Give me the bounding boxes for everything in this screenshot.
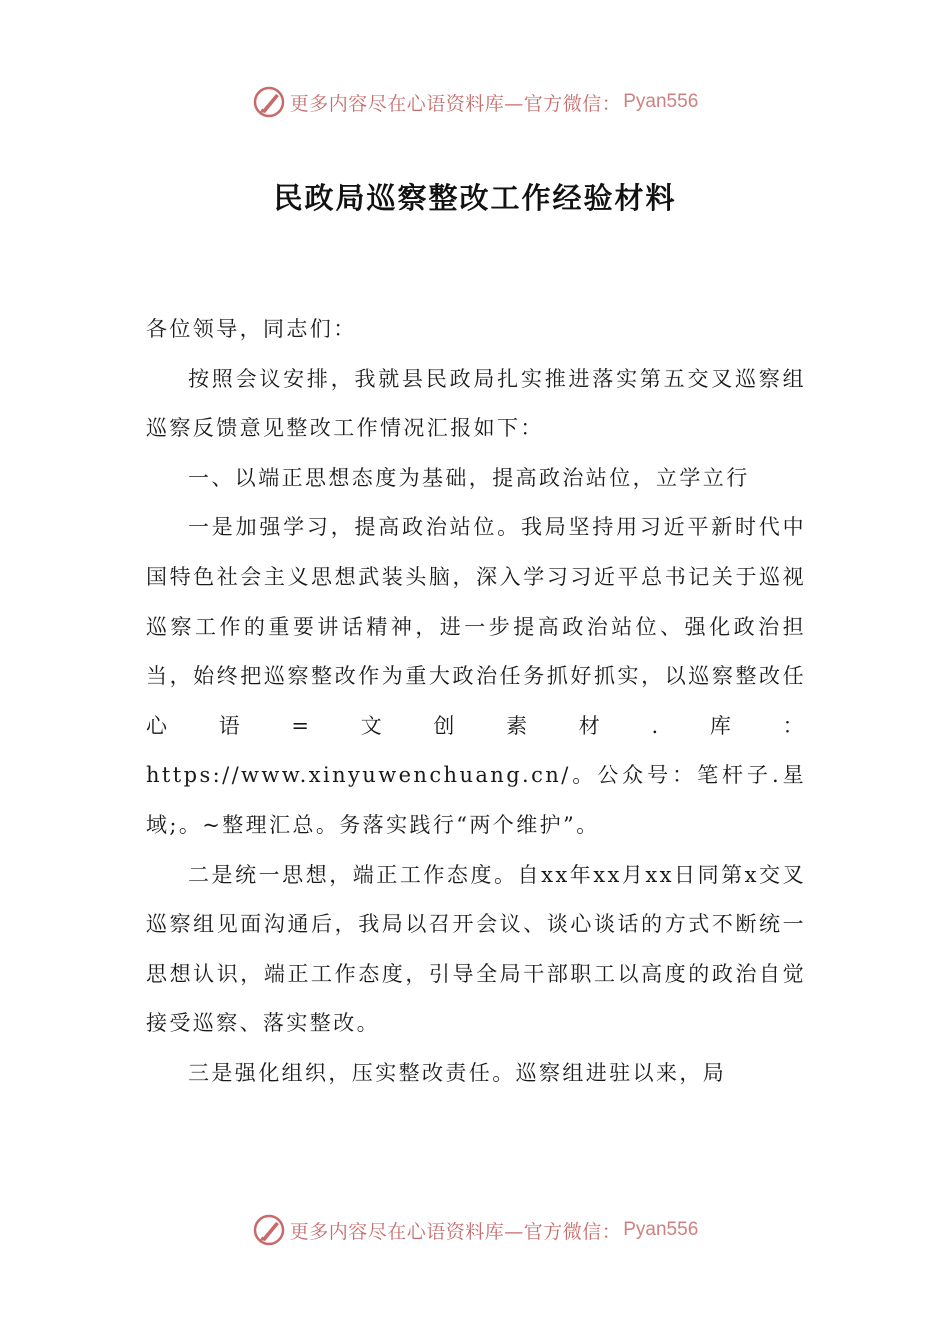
body-paragraph: 一是加强学习，提高政治站位。我局坚持用习近平新时代中国特色社会主义思想武装头脑，深入学习习近平总书记关于巡视巡察工作的重要讲话精神，进一步提高政治站位、强化政治担当，始终把巡察整改作为重大政治任务抓好抓实，以巡察整改任心语=文创素材.库：https://www.xinyuwenchuang.cn/。公众号：笔杆子.星域;。~整理汇总。务落实践行“两个维护”。 <box>146 515 806 837</box>
banner-text: 更多内容尽在心语资料库—官方微信： <box>289 1220 622 1243</box>
footer-banner <box>0 1210 950 1250</box>
banner-text: 更多内容尽在心语资料库—官方微信： <box>289 92 622 115</box>
header-banner <box>0 82 950 122</box>
banner-wechat-id: Pyan556 <box>623 91 699 112</box>
body-paragraph: 三是强化组织，压实整改责任。巡察组进驻以来，局 <box>188 1060 727 1085</box>
intro-paragraph: 按照会议安排，我就县民政局扎实推进落实第五交叉巡察组巡察反馈意见整改工作情况汇报如下： <box>146 366 806 441</box>
quill-pen-logo-icon <box>252 1213 286 1247</box>
section-heading: 一、以端正思想态度为基础，提高政治站位，立学立行 <box>188 465 750 490</box>
document-title: 民政局巡察整改工作经验材料 <box>273 181 677 215</box>
salutation-paragraph: 各位领导，同志们： <box>146 317 357 341</box>
quill-pen-logo-icon <box>252 85 286 119</box>
body-paragraph: 二是统一思想，端正工作态度。自xx年xx月xx日同第x交叉巡察组见面沟通后，我局以召开会议、谈心谈话的方式不断统一思想认识，端正工作态度，引导全局干部职工以高度的政治自觉接受巡察、落实整改。 <box>146 862 806 1036</box>
banner-wechat-id: Pyan556 <box>623 1219 699 1240</box>
document-body <box>146 305 806 1099</box>
